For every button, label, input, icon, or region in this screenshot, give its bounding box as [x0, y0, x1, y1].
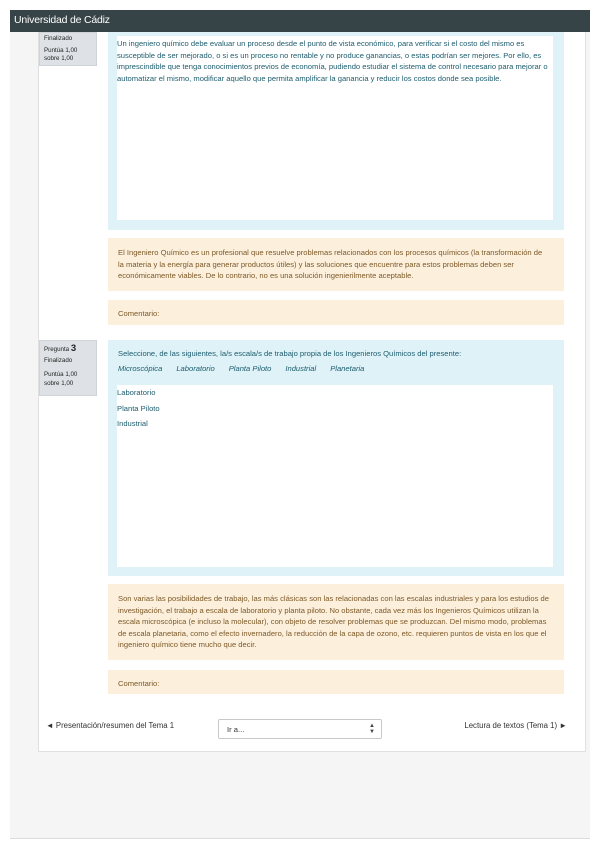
general-feedback-q2 — [108, 238, 564, 291]
jump-select-value: Ir a... — [227, 725, 245, 734]
prev-activity-link[interactable]: ◄ Presentación/resumen del Tema 1 — [46, 721, 175, 730]
question-grade-max: sobre 1,00 — [44, 55, 74, 62]
answer-list — [117, 385, 160, 432]
next-activity-link[interactable]: Lectura de textos (Tema 1) ► — [464, 721, 567, 730]
question-label: Pregunta — [44, 346, 70, 353]
question-grade-max: sobre 1,00 — [44, 379, 74, 387]
answer-item: Laboratorio — [117, 388, 156, 397]
jump-to-activity-select[interactable] — [218, 719, 382, 739]
option-microscopica: Microscópica — [118, 364, 163, 373]
question-prompt: Seleccione, de las siguientes, la/s escala/s de trabajo propia de los Ingenieros Químicos del presente: — [118, 349, 462, 358]
feedback-text: Son varias las posibilidades de trabajo, las más clásicas son las relacionadas con las escalas industriales y para los estudios de investigación, el trabajo a escala de laboratorio y planta piloto. No obstante, cada vez más los Ingenieros Químicos utilizan la escala microscópica (e incluso la molecular), con objeto de resolver problemas que se produzcan. Del mismo modo, problemas de escala planetaria, como el efecto invernadero, la reducción de la capa de ozono, etc. requieren puntos de vista en los que el ingeniero químico tiene mucho que decir. — [118, 594, 549, 650]
essay-answer-box[interactable] — [117, 36, 553, 220]
question-status: Finalizado — [44, 35, 73, 42]
answer-item: Planta Piloto — [117, 403, 160, 413]
question-content-q2 — [108, 32, 564, 230]
option-laboratorio: Laboratorio — [176, 364, 215, 373]
comment-label: Comentario: — [118, 679, 160, 688]
quiz-review-card — [38, 32, 586, 752]
select-arrows-icon: ▲ ▼ — [369, 723, 375, 735]
question-info-q2 — [39, 32, 97, 66]
option-industrial: Industrial — [285, 364, 317, 373]
comment-box-q2 — [108, 300, 564, 325]
option-list — [118, 363, 554, 375]
essay-answer-text: Un ingeniero químico debe evaluar un proceso desde el punto de vista económico, para verificar si el costo del mismo es susceptible de ser mejorado, o si es un proceso no rentable y no produce ganancias, o estas podrían ser mejores. Por ello, es imprescindible que tenga conocimientos previos de economía, pudiendo estudiar el sistema de control necesario para mejorar o automatizar el mismo, modificar aquello que permita amplificar la ganancia y reducir los costos donde sea posible. — [117, 39, 548, 83]
comment-label: Comentario: — [118, 309, 160, 318]
answer-item: Industrial — [117, 419, 148, 428]
question-number: 3 — [70, 343, 77, 354]
option-planta-piloto: Planta Piloto — [228, 364, 272, 373]
comment-box-q3 — [108, 670, 564, 694]
option-planetaria: Planetaria — [330, 364, 365, 373]
general-feedback-q3 — [108, 584, 564, 660]
question-content-q3 — [108, 340, 564, 576]
page-region — [10, 32, 590, 839]
question-grade: Puntúa 1,00 — [44, 371, 78, 378]
site-logo[interactable]: Universidad de Cádiz — [14, 14, 110, 26]
feedback-text: El Ingeniero Químico es un profesional que resuelve problemas relacionados con los procesos químicos (la transformación de la materia y la energía para generar productos útiles) y las soluciones que encuentre para estos problemas deben ser económicamente viables. De lo contrario, no es una solución ingenierilmente aceptable. — [118, 248, 543, 281]
question-status: Finalizado — [44, 356, 73, 364]
question-grade: Puntúa 1,00 — [44, 46, 78, 54]
answer-box-q3[interactable] — [117, 385, 553, 567]
question-info-q3 — [39, 340, 97, 396]
